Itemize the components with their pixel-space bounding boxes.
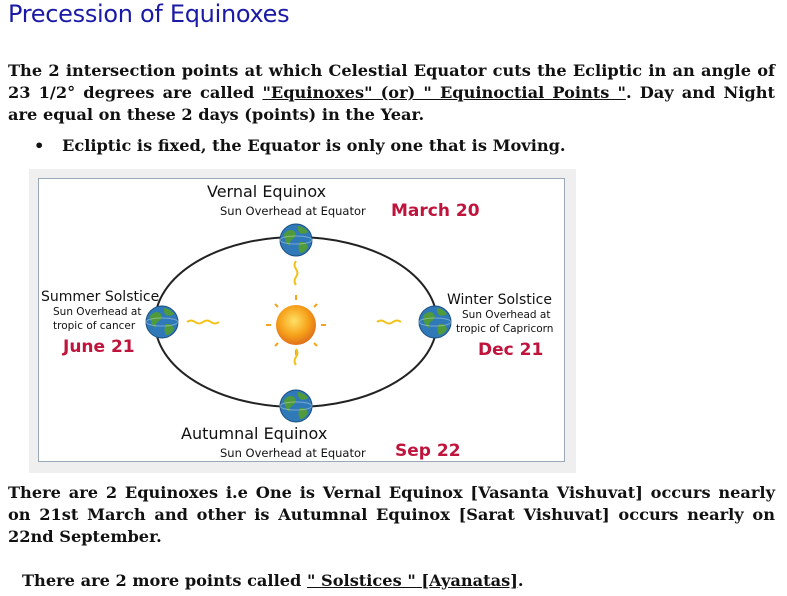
summer-date: June 21 <box>63 337 135 357</box>
ray-icon-top <box>295 261 298 285</box>
bullet-item <box>34 135 566 157</box>
winter-date: Dec 21 <box>478 340 544 360</box>
solstices-text-2: . <box>517 571 524 590</box>
solstices-term: " Solstices " [Ayanatas] <box>306 571 518 590</box>
vernal-subtitle: Sun Overhead at Equator <box>220 204 366 218</box>
winter-subtitle-2: tropic of Capricorn <box>456 323 554 335</box>
autumnal-subtitle: Sun Overhead at Equator <box>220 446 366 460</box>
autumnal-title: Autumnal Equinox <box>181 424 328 443</box>
page-title: Precession of Equinoxes <box>8 0 290 28</box>
equinox-diagram <box>29 169 576 473</box>
winter-subtitle-1: Sun Overhead at <box>462 309 551 321</box>
earth-icon-vernal <box>280 224 312 256</box>
equinoxes-term: "Equinoxes" (or) " Equinoctial Points " <box>262 83 626 102</box>
ray-icon-right <box>377 321 401 324</box>
vernal-date: March 20 <box>391 201 480 221</box>
sun-icon <box>266 295 326 355</box>
intro-paragraph <box>8 60 775 126</box>
vernal-title: Vernal Equinox <box>207 182 327 201</box>
winter-title: Winter Solstice <box>447 292 552 308</box>
earth-icon-winter <box>419 306 451 338</box>
orbit-svg <box>29 169 576 473</box>
earth-icon-autumnal <box>280 390 312 422</box>
bullet-text: Ecliptic is fixed, the Equator is only one that is Moving. <box>62 136 566 155</box>
summer-title: Summer Solstice <box>41 289 160 305</box>
bullet-dot-icon: • <box>34 136 45 155</box>
solstices-text-1: There are 2 more points called <box>22 571 307 590</box>
ray-icon-left <box>187 321 219 324</box>
summer-subtitle-1: Sun Overhead at <box>53 306 142 318</box>
solstices-paragraph <box>22 570 524 592</box>
intro-text-2: . Day and Night are equal on these 2 days (points) in the Year. <box>8 83 775 124</box>
earth-icon-summer <box>146 306 178 338</box>
equinox-paragraph: There are 2 Equinoxes i.e One is Vernal Equinox [Vasanta Vishuvat] occurs nearly on 21st March and other is Autumnal Equinox [Sarat Vishuvat] occurs nearly on 22nd September. <box>8 483 775 546</box>
autumnal-date: Sep 22 <box>395 441 461 461</box>
intro-text-1: The 2 intersection points at which Celestial Equator cuts the Ecliptic in an angle of 23 1/2° degrees are called <box>8 61 775 102</box>
summer-subtitle-2: tropic of cancer <box>53 320 136 332</box>
